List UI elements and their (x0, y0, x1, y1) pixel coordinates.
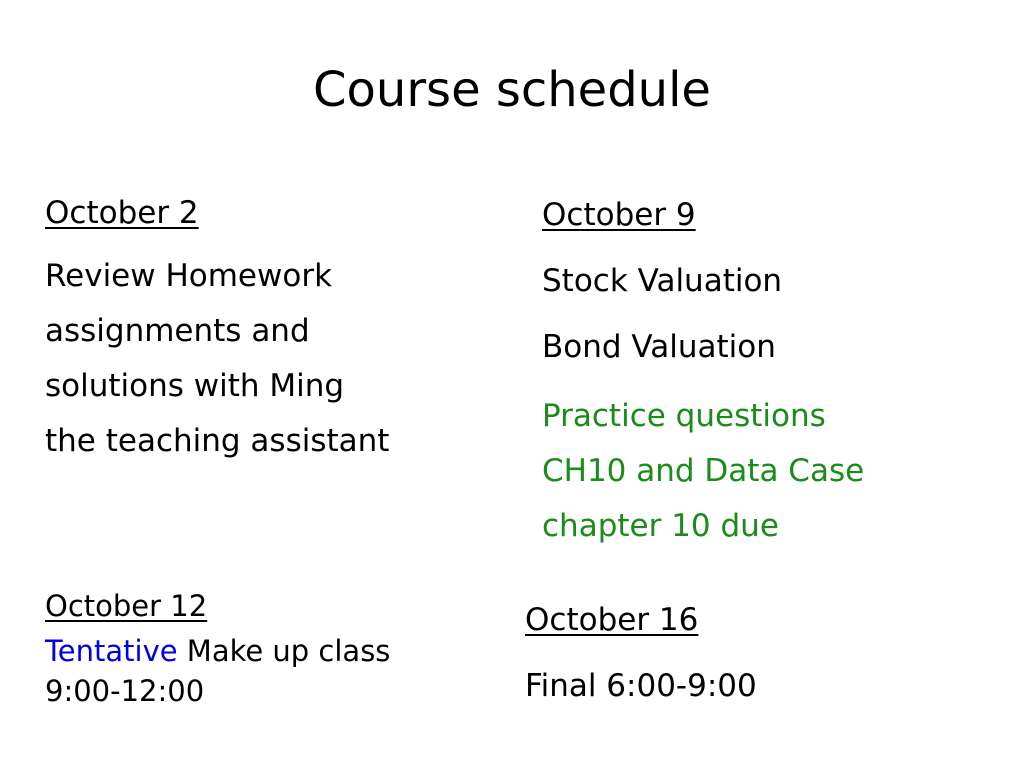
tentative-label: Tentative (45, 634, 178, 668)
practice-line: Practice questions (542, 398, 826, 434)
makeup-class-text: Make up class (177, 634, 391, 668)
date-heading: October 2 (45, 195, 199, 231)
date-heading: October 9 (542, 197, 696, 233)
description-line: solutions with Ming (45, 368, 345, 404)
session-description (45, 631, 390, 711)
slide-title: Course schedule (313, 62, 711, 118)
practice-due-note (542, 389, 864, 554)
makeup-class-line (45, 631, 390, 671)
topic-stock-valuation: Stock Valuation (542, 263, 783, 299)
description-line: Review Homework (45, 258, 333, 294)
practice-line: CH10 and Data Case (542, 453, 865, 489)
schedule-block-october-16 (525, 598, 757, 708)
description-line: the teaching assistant (45, 423, 390, 459)
practice-line: chapter 10 due (542, 508, 779, 544)
topic-bond-valuation: Bond Valuation (542, 329, 776, 365)
date-heading: October 12 (45, 589, 208, 623)
date-heading: October 16 (525, 602, 699, 638)
makeup-class-time: 9:00-12:00 (45, 674, 205, 708)
schedule-block-october-2 (45, 192, 389, 469)
description-line: assignments and (45, 313, 310, 349)
final-exam-time: Final 6:00-9:00 (525, 668, 757, 704)
session-description (45, 249, 389, 469)
schedule-block-october-9 (542, 193, 864, 554)
schedule-block-october-12 (45, 586, 390, 711)
